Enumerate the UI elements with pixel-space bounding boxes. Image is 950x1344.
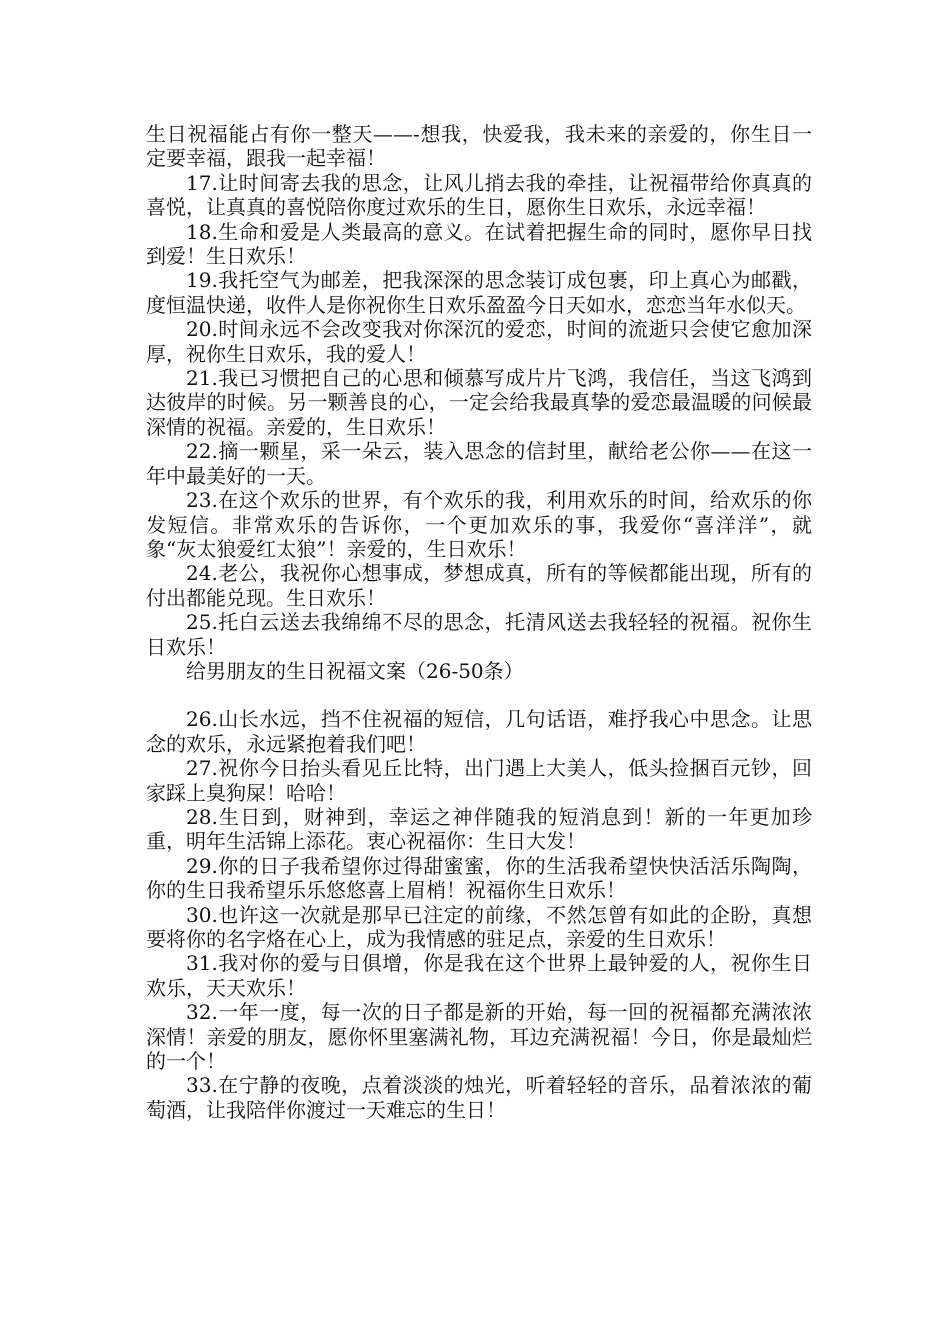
paragraph-30: 30.也许这一次就是那早已注定的前缘，不然怎曾有如此的企盼，真想要将你的名字烙在心上，成为我情感的驻足点，亲爱的生日欢乐！ [146,902,812,951]
paragraph-19: 19.我托空气为邮差，把我深深的思念装订成包裹，印上真心为邮戳，度恒温快递，收件人是你祝你生日欢乐盈盈今日天如水，恋恋当年水似天。 [146,268,812,317]
paragraph-21: 21.我已习惯把自己的心思和倾慕写成片片飞鸿，我信任，当这飞鸿到达彼岸的时候。另一颗善良的心，一定会给我最真挚的爱恋最温暖的问候最深情的祝福。亲爱的，生日欢乐！ [146,366,812,439]
paragraph-32: 32.一年一度，每一次的日子都是新的开始，每一回的祝福都充满浓浓深情！亲爱的朋友，愿你怀里塞满礼物，耳边充满祝福！今日，你是最灿烂的一个！ [146,1000,812,1074]
paragraph-18: 18.生命和爱是人类最高的意义。在试着把握生命的同时，愿你早日找到爱！生日欢乐！ [146,219,812,269]
paragraph-22: 22.摘一颗星，采一朵云，装入思念的信封里，献给老公你——在这一年中最美好的一天。 [146,439,812,488]
paragraph-29: 29.你的日子我希望你过得甜蜜蜜，你的生活我希望快快活活乐陶陶，你的生日我希望乐乐悠悠喜上眉梢！祝福你生日欢乐！ [146,853,812,903]
paragraph-27: 27.祝你今日抬头看见丘比特，出门遇上大美人，低头捡捆百元钞，回家踩上臭狗屎！哈哈！ [146,756,812,805]
paragraph-31: 31.我对你的爱与日俱增，你是我在这个世界上最钟爱的人，祝你生日欢乐，天天欢乐！ [146,951,812,1000]
document-page [146,122,812,1122]
paragraph-20: 20.时间永远不会改变我对你深沉的爱恋，时间的流逝只会使它愈加深厚，祝你生日欢乐，我的爱人！ [146,317,812,366]
paragraph-26: 26.山长水远，挡不住祝福的短信，几句话语，难抒我心中思念。让思念的欢乐，永远紧抱着我们吧！ [146,707,812,756]
paragraph-28: 28.生日到，财神到，幸运之神伴随我的短消息到！新的一年更加珍重，明年生活锦上添花。衷心祝福你：生日大发！ [146,804,812,854]
paragraph-continuation: 生日祝福能占有你一整天——-想我，快爱我，我未来的亲爱的，你生日一定要幸福，跟我一起幸福！ [146,122,812,171]
paragraph-33: 33.在宁静的夜晚，点着淡淡的烛光，听着轻轻的音乐，品着浓浓的葡萄酒，让我陪伴你渡过一天难忘的生日！ [146,1073,812,1122]
paragraph-24: 24.老公，我祝你心想事成，梦想成真，所有的等候都能出现，所有的付出都能兑现。生日欢乐！ [146,561,812,610]
paragraph-23: 23.在这个欢乐的世界，有个欢乐的我，利用欢乐的时间，给欢乐的你发短信。非常欢乐的告诉你，一个更加欢乐的事，我爱你“喜洋洋”，就象“灰太狼爱红太狼”！亲爱的，生日欢乐！ [146,488,812,561]
paragraph-17: 17.让时间寄去我的思念，让风儿捎去我的牵挂，让祝福带给你真真的喜悦，让真真的喜悦陪你度过欢乐的生日，愿你生日欢乐，永远幸福！ [146,170,812,220]
section-heading: 给男朋友的生日祝福文案（26-50条） [186,658,524,683]
paragraph-25: 25.托白云送去我绵绵不尽的思念，托清风送去我轻轻的祝福。祝你生日欢乐！ [146,610,812,659]
